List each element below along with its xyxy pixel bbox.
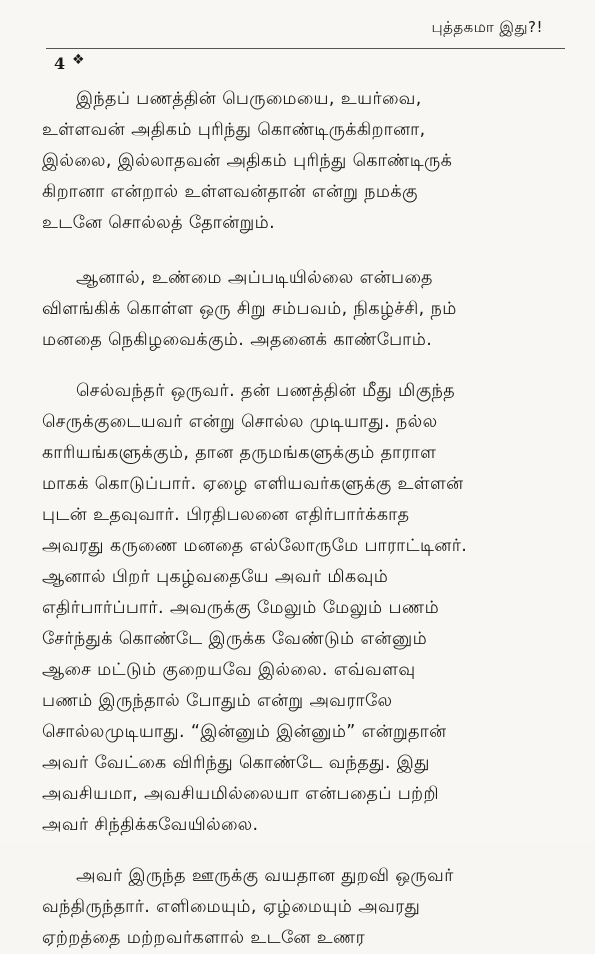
text-line: இந்தப் பணத்தின் பெருமையை, உயர்வை, <box>76 89 422 109</box>
header-rule <box>46 48 565 49</box>
text-line: அவர் சிந்திக்கவேயில்லை. <box>42 815 259 835</box>
text-line: வந்திருந்தார். எளிமையும், ஏழ்மையும் அவரது <box>42 897 421 917</box>
text-line: மாகக் கொடுப்பார். ஏழை எளியவர்களுக்கு உள்ளன் <box>42 474 464 494</box>
text-line: ஆசை மட்டும் குறையவே இல்லை. எவ்வளவு <box>42 660 416 680</box>
paragraph <box>42 376 548 841</box>
text-line: உடனே சொல்லத் தோன்றும். <box>42 213 276 233</box>
text-line: கிறானா என்றால் உள்ளவன்தான் என்று நமக்கு <box>42 182 418 202</box>
paragraph <box>42 84 548 239</box>
text-line: விளங்கிக் கொள்ள ஒரு சிறு சம்பவம், நிகழ்ச்சி, நம் <box>42 299 457 319</box>
ornament-icon: ❖ <box>72 52 85 68</box>
running-header-title: புத்தகமா இது?! <box>431 18 543 36</box>
text-line: சேர்ந்துக் கொண்டே இருக்க வேண்டும் என்னும் <box>42 629 428 649</box>
text-line: பணம் இருந்தால் போதும் என்று அவராலே <box>42 691 393 711</box>
text-line: உள்ளவன் அதிகம் புரிந்து கொண்டிருக்கிறானா, <box>42 120 426 140</box>
text-line: ஏற்றத்தை மற்றவர்களால் உடனே உணர <box>42 928 366 948</box>
text-line: இல்லை, இல்லாதவன் அதிகம் புரிந்து கொண்டிருக் <box>42 151 453 171</box>
page-number: 4 <box>54 54 66 73</box>
text-line: ஆனால் பிறர் புகழ்வதையே அவர் மிகவும் <box>42 567 389 587</box>
paragraph <box>42 861 548 954</box>
text-line: செருக்குடையவர் என்று சொல்ல முடியாது. நல்ல <box>42 412 438 432</box>
text-line: ஆனால், உண்மை அப்படியில்லை என்பதை <box>76 268 433 288</box>
text-line: செல்வந்தர் ஒருவர். தன் பணத்தின் மீது மிகுந்த <box>76 381 456 401</box>
text-line: காரியங்களுக்கும், தான தருமங்களுக்கும் தாராள <box>42 443 437 463</box>
text-line: மனதை நெகிழவைக்கும். அதனைக் காண்போம். <box>42 330 433 350</box>
text-line: அவர் வேட்கை விரிந்து கொண்டே வந்தது. இது <box>42 753 430 773</box>
paragraph <box>42 263 548 356</box>
text-line: அவசியமா, அவசியமில்லையா என்பதைப் பற்றி <box>42 784 439 804</box>
text-line: எதிர்பார்ப்பார். அவருக்கு மேலும் மேலும் பணம் <box>42 598 440 618</box>
text-line: அவரது கருணை மனதை எல்லோருமே பாராட்டினர். <box>42 536 468 556</box>
text-line: அவர் இருந்த ஊருக்கு வயதான துறவி ஒருவர் <box>76 866 454 886</box>
page-body <box>42 74 548 954</box>
text-line: புடன் உதவுவார். பிரதிபலனை எதிர்பார்க்காத <box>42 505 410 525</box>
text-line: சொல்லமுடியாது. “இன்னும் இன்னும்” என்றுதான் <box>42 722 447 742</box>
